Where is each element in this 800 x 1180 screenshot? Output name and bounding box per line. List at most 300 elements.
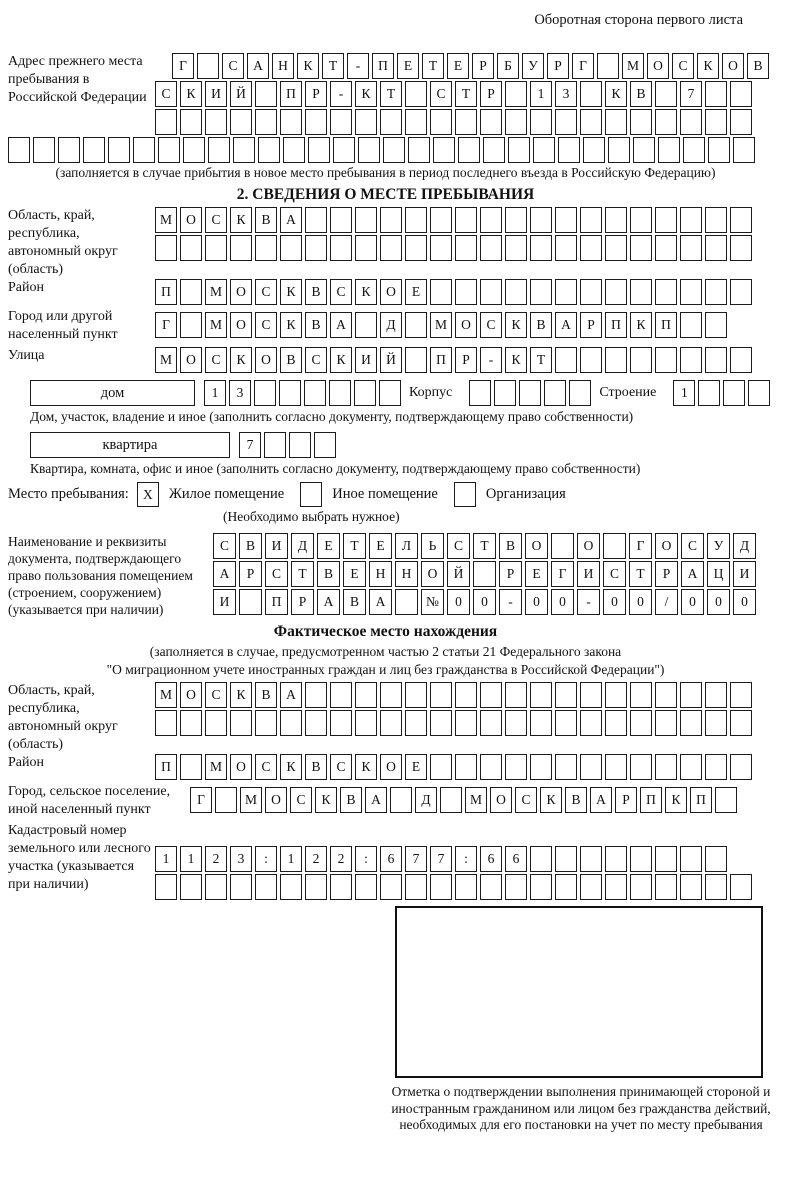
char-box[interactable] [555, 235, 577, 261]
char-box[interactable]: М [465, 787, 487, 813]
char-box[interactable] [280, 109, 302, 135]
char-box[interactable] [680, 874, 702, 900]
char-box[interactable] [583, 137, 605, 163]
char-box[interactable]: В [305, 279, 327, 305]
char-box[interactable] [283, 137, 305, 163]
other-premises-checkbox[interactable] [300, 482, 322, 507]
char-box[interactable] [8, 137, 30, 163]
char-box[interactable]: О [421, 561, 444, 587]
char-box[interactable] [544, 380, 566, 406]
char-box[interactable] [530, 846, 552, 872]
char-box[interactable] [330, 874, 352, 900]
char-box[interactable]: К [630, 312, 652, 338]
char-box[interactable] [569, 380, 591, 406]
char-box[interactable] [580, 846, 602, 872]
char-box[interactable]: П [605, 312, 627, 338]
char-box[interactable] [355, 710, 377, 736]
char-box[interactable] [255, 874, 277, 900]
char-box[interactable] [708, 137, 730, 163]
char-box[interactable]: В [747, 53, 769, 79]
char-box[interactable]: О [180, 682, 202, 708]
char-box[interactable]: Д [291, 533, 314, 559]
char-box[interactable]: 0 [473, 589, 496, 615]
char-box[interactable] [155, 710, 177, 736]
char-box[interactable] [630, 279, 652, 305]
char-box[interactable]: 7 [680, 81, 702, 107]
char-box[interactable] [655, 347, 677, 373]
char-box[interactable]: Й [447, 561, 470, 587]
char-box[interactable] [405, 347, 427, 373]
char-box[interactable]: С [330, 279, 352, 305]
char-box[interactable] [155, 109, 177, 135]
char-box[interactable]: М [430, 312, 452, 338]
char-box[interactable] [683, 137, 705, 163]
char-box[interactable]: К [605, 81, 627, 107]
char-box[interactable]: Р [615, 787, 637, 813]
char-box[interactable] [258, 137, 280, 163]
char-box[interactable] [230, 710, 252, 736]
char-box[interactable] [108, 137, 130, 163]
char-box[interactable] [748, 380, 770, 406]
char-box[interactable]: Г [155, 312, 177, 338]
char-box[interactable]: В [499, 533, 522, 559]
char-box[interactable]: Р [655, 561, 678, 587]
char-box[interactable]: 0 [603, 589, 626, 615]
char-box[interactable] [440, 787, 462, 813]
char-box[interactable] [180, 312, 202, 338]
char-box[interactable]: С [447, 533, 470, 559]
char-box[interactable] [230, 109, 252, 135]
char-box[interactable] [380, 109, 402, 135]
char-box[interactable] [430, 682, 452, 708]
char-box[interactable]: И [733, 561, 756, 587]
char-box[interactable] [505, 207, 527, 233]
char-box[interactable] [658, 137, 680, 163]
char-box[interactable] [530, 109, 552, 135]
char-box[interactable] [705, 109, 727, 135]
char-box[interactable] [180, 874, 202, 900]
char-box[interactable] [405, 207, 427, 233]
char-box[interactable]: И [213, 589, 236, 615]
char-box[interactable]: С [255, 754, 277, 780]
char-box[interactable]: О [230, 754, 252, 780]
char-box[interactable]: А [330, 312, 352, 338]
char-box[interactable]: 6 [380, 846, 402, 872]
char-box[interactable]: О [525, 533, 548, 559]
char-box[interactable]: П [280, 81, 302, 107]
char-box[interactable] [480, 109, 502, 135]
char-box[interactable]: Н [369, 561, 392, 587]
char-box[interactable] [239, 589, 262, 615]
char-box[interactable] [264, 432, 286, 458]
char-box[interactable] [380, 207, 402, 233]
char-box[interactable]: - [480, 347, 502, 373]
char-box[interactable] [680, 279, 702, 305]
char-box[interactable] [355, 207, 377, 233]
char-box[interactable]: А [280, 207, 302, 233]
char-box[interactable]: Е [405, 754, 427, 780]
char-box[interactable] [180, 279, 202, 305]
char-box[interactable] [83, 137, 105, 163]
char-box[interactable]: Е [397, 53, 419, 79]
char-box[interactable] [655, 682, 677, 708]
char-box[interactable]: : [355, 846, 377, 872]
char-box[interactable] [383, 137, 405, 163]
char-box[interactable]: П [430, 347, 452, 373]
char-box[interactable] [330, 109, 352, 135]
char-box[interactable] [455, 235, 477, 261]
char-box[interactable]: / [655, 589, 678, 615]
char-box[interactable]: В [239, 533, 262, 559]
char-box[interactable]: К [540, 787, 562, 813]
char-box[interactable]: Й [230, 81, 252, 107]
char-box[interactable]: Т [322, 53, 344, 79]
char-box[interactable]: М [155, 347, 177, 373]
char-box[interactable]: В [255, 682, 277, 708]
char-box[interactable] [730, 235, 752, 261]
char-box[interactable]: В [280, 347, 302, 373]
char-box[interactable] [597, 53, 619, 79]
char-box[interactable]: М [622, 53, 644, 79]
char-box[interactable] [630, 874, 652, 900]
char-box[interactable] [430, 754, 452, 780]
char-box[interactable] [630, 846, 652, 872]
char-box[interactable] [605, 874, 627, 900]
char-box[interactable]: О [722, 53, 744, 79]
char-box[interactable] [180, 235, 202, 261]
char-box[interactable] [33, 137, 55, 163]
char-box[interactable] [505, 874, 527, 900]
char-box[interactable] [405, 235, 427, 261]
char-box[interactable]: 3 [229, 380, 251, 406]
char-box[interactable]: 3 [230, 846, 252, 872]
char-box[interactable]: Е [369, 533, 392, 559]
char-box[interactable]: 0 [447, 589, 470, 615]
char-box[interactable]: 2 [205, 846, 227, 872]
char-box[interactable] [605, 846, 627, 872]
char-box[interactable]: П [690, 787, 712, 813]
char-box[interactable] [605, 754, 627, 780]
char-box[interactable] [555, 207, 577, 233]
char-box[interactable]: С [330, 754, 352, 780]
char-box[interactable]: С [290, 787, 312, 813]
char-box[interactable]: П [640, 787, 662, 813]
char-box[interactable]: П [655, 312, 677, 338]
char-box[interactable]: Р [480, 81, 502, 107]
char-box[interactable] [405, 710, 427, 736]
char-box[interactable] [680, 207, 702, 233]
char-box[interactable]: С [205, 207, 227, 233]
char-box[interactable]: П [265, 589, 288, 615]
char-box[interactable] [305, 682, 327, 708]
char-box[interactable] [655, 109, 677, 135]
char-box[interactable]: С [480, 312, 502, 338]
char-box[interactable] [180, 754, 202, 780]
char-box[interactable]: К [355, 279, 377, 305]
char-box[interactable] [705, 874, 727, 900]
char-box[interactable]: А [247, 53, 269, 79]
char-box[interactable] [555, 109, 577, 135]
char-box[interactable] [705, 207, 727, 233]
char-box[interactable]: 1 [280, 846, 302, 872]
char-box[interactable] [333, 137, 355, 163]
char-box[interactable]: 0 [681, 589, 704, 615]
char-box[interactable] [480, 682, 502, 708]
char-box[interactable]: К [280, 279, 302, 305]
char-box[interactable]: О [577, 533, 600, 559]
char-box[interactable]: 0 [525, 589, 548, 615]
char-box[interactable] [605, 710, 627, 736]
char-box[interactable] [680, 235, 702, 261]
char-box[interactable]: О [655, 533, 678, 559]
char-box[interactable]: Р [239, 561, 262, 587]
char-box[interactable]: Ц [707, 561, 730, 587]
char-box[interactable]: О [180, 207, 202, 233]
char-box[interactable] [723, 380, 745, 406]
char-box[interactable] [680, 682, 702, 708]
char-box[interactable]: О [380, 279, 402, 305]
char-box[interactable] [730, 81, 752, 107]
char-box[interactable]: 0 [707, 589, 730, 615]
char-box[interactable] [730, 682, 752, 708]
char-box[interactable]: 7 [239, 432, 261, 458]
char-box[interactable] [655, 754, 677, 780]
char-box[interactable]: 1 [530, 81, 552, 107]
char-box[interactable] [555, 874, 577, 900]
char-box[interactable] [205, 710, 227, 736]
char-box[interactable] [480, 207, 502, 233]
char-box[interactable]: - [330, 81, 352, 107]
char-box[interactable] [330, 235, 352, 261]
char-box[interactable]: Т [473, 533, 496, 559]
char-box[interactable] [480, 710, 502, 736]
char-box[interactable] [505, 754, 527, 780]
char-box[interactable]: О [647, 53, 669, 79]
char-box[interactable] [705, 682, 727, 708]
char-box[interactable] [308, 137, 330, 163]
char-box[interactable] [551, 533, 574, 559]
char-box[interactable] [630, 235, 652, 261]
char-box[interactable]: К [230, 207, 252, 233]
char-box[interactable]: 7 [405, 846, 427, 872]
char-box[interactable] [530, 754, 552, 780]
char-box[interactable]: К [665, 787, 687, 813]
char-box[interactable] [580, 682, 602, 708]
char-box[interactable] [605, 682, 627, 708]
char-box[interactable] [405, 109, 427, 135]
char-box[interactable] [233, 137, 255, 163]
char-box[interactable]: И [355, 347, 377, 373]
char-box[interactable]: Т [343, 533, 366, 559]
char-box[interactable] [330, 710, 352, 736]
char-box[interactable] [730, 874, 752, 900]
char-box[interactable] [730, 207, 752, 233]
char-box[interactable] [408, 137, 430, 163]
char-box[interactable] [505, 235, 527, 261]
char-box[interactable] [705, 279, 727, 305]
char-box[interactable] [208, 137, 230, 163]
char-box[interactable] [705, 81, 727, 107]
char-box[interactable] [533, 137, 555, 163]
char-box[interactable] [469, 380, 491, 406]
char-box[interactable] [630, 710, 652, 736]
char-box[interactable] [508, 137, 530, 163]
char-box[interactable] [555, 754, 577, 780]
char-box[interactable] [530, 235, 552, 261]
char-box[interactable] [255, 235, 277, 261]
char-box[interactable] [655, 710, 677, 736]
char-box[interactable] [455, 109, 477, 135]
char-box[interactable] [205, 235, 227, 261]
char-box[interactable]: С [430, 81, 452, 107]
char-box[interactable]: К [697, 53, 719, 79]
char-box[interactable]: К [355, 754, 377, 780]
char-box[interactable] [379, 380, 401, 406]
char-box[interactable] [279, 380, 301, 406]
char-box[interactable]: 6 [480, 846, 502, 872]
char-box[interactable]: Т [380, 81, 402, 107]
char-box[interactable] [605, 347, 627, 373]
char-box[interactable] [405, 312, 427, 338]
char-box[interactable]: С [222, 53, 244, 79]
char-box[interactable] [630, 682, 652, 708]
char-box[interactable]: С [205, 682, 227, 708]
char-box[interactable] [430, 207, 452, 233]
char-box[interactable] [355, 312, 377, 338]
char-box[interactable] [630, 754, 652, 780]
char-box[interactable]: А [681, 561, 704, 587]
char-box[interactable] [455, 754, 477, 780]
char-box[interactable]: О [180, 347, 202, 373]
char-box[interactable]: В [255, 207, 277, 233]
organization-checkbox[interactable] [454, 482, 476, 507]
char-box[interactable] [680, 109, 702, 135]
char-box[interactable] [380, 682, 402, 708]
char-box[interactable]: П [155, 279, 177, 305]
char-box[interactable] [455, 710, 477, 736]
char-box[interactable]: С [515, 787, 537, 813]
char-box[interactable]: 0 [629, 589, 652, 615]
char-box[interactable] [405, 81, 427, 107]
char-box[interactable] [58, 137, 80, 163]
char-box[interactable] [280, 710, 302, 736]
char-box[interactable] [330, 207, 352, 233]
char-box[interactable] [230, 874, 252, 900]
char-box[interactable]: Т [291, 561, 314, 587]
char-box[interactable] [305, 109, 327, 135]
char-box[interactable] [733, 137, 755, 163]
char-box[interactable]: А [280, 682, 302, 708]
char-box[interactable]: № [421, 589, 444, 615]
char-box[interactable]: Т [455, 81, 477, 107]
char-box[interactable] [555, 279, 577, 305]
char-box[interactable]: К [330, 347, 352, 373]
char-box[interactable]: 1 [673, 380, 695, 406]
char-box[interactable]: В [630, 81, 652, 107]
char-box[interactable]: М [205, 754, 227, 780]
char-box[interactable] [355, 235, 377, 261]
char-box[interactable]: О [255, 347, 277, 373]
char-box[interactable]: В [305, 312, 327, 338]
char-box[interactable] [698, 380, 720, 406]
char-box[interactable]: О [265, 787, 287, 813]
char-box[interactable]: О [490, 787, 512, 813]
char-box[interactable] [580, 754, 602, 780]
char-box[interactable] [505, 710, 527, 736]
char-box[interactable]: М [155, 682, 177, 708]
char-box[interactable]: Р [305, 81, 327, 107]
char-box[interactable] [305, 874, 327, 900]
char-box[interactable] [505, 109, 527, 135]
char-box[interactable]: К [280, 754, 302, 780]
char-box[interactable]: 6 [505, 846, 527, 872]
char-box[interactable] [730, 109, 752, 135]
char-box[interactable] [458, 137, 480, 163]
char-box[interactable] [305, 207, 327, 233]
char-box[interactable]: 0 [733, 589, 756, 615]
char-box[interactable] [605, 279, 627, 305]
char-box[interactable] [215, 787, 237, 813]
char-box[interactable]: О [230, 279, 252, 305]
char-box[interactable]: Н [272, 53, 294, 79]
char-box[interactable]: : [255, 846, 277, 872]
char-box[interactable] [580, 81, 602, 107]
char-box[interactable] [430, 235, 452, 261]
char-box[interactable] [633, 137, 655, 163]
char-box[interactable]: У [522, 53, 544, 79]
char-box[interactable] [473, 561, 496, 587]
char-box[interactable] [655, 846, 677, 872]
char-box[interactable] [680, 710, 702, 736]
char-box[interactable]: В [343, 589, 366, 615]
char-box[interactable]: Р [499, 561, 522, 587]
char-box[interactable]: С [205, 347, 227, 373]
char-box[interactable]: Т [530, 347, 552, 373]
char-box[interactable] [505, 682, 527, 708]
char-box[interactable] [330, 682, 352, 708]
char-box[interactable]: Й [380, 347, 402, 373]
char-box[interactable] [480, 279, 502, 305]
char-box[interactable] [480, 235, 502, 261]
char-box[interactable] [455, 207, 477, 233]
char-box[interactable]: В [317, 561, 340, 587]
char-box[interactable] [655, 279, 677, 305]
char-box[interactable]: П [372, 53, 394, 79]
char-box[interactable] [705, 754, 727, 780]
char-box[interactable] [355, 109, 377, 135]
char-box[interactable] [354, 380, 376, 406]
char-box[interactable]: К [180, 81, 202, 107]
char-box[interactable]: С [213, 533, 236, 559]
char-box[interactable] [155, 874, 177, 900]
char-box[interactable] [390, 787, 412, 813]
char-box[interactable] [655, 207, 677, 233]
char-box[interactable]: К [297, 53, 319, 79]
char-box[interactable]: 1 [155, 846, 177, 872]
char-box[interactable]: Б [497, 53, 519, 79]
char-box[interactable] [605, 207, 627, 233]
char-box[interactable]: А [369, 589, 392, 615]
char-box[interactable] [730, 754, 752, 780]
char-box[interactable] [494, 380, 516, 406]
char-box[interactable]: Г [190, 787, 212, 813]
char-box[interactable] [205, 874, 227, 900]
char-box[interactable] [608, 137, 630, 163]
char-box[interactable] [603, 533, 626, 559]
char-box[interactable]: Ь [421, 533, 444, 559]
char-box[interactable] [580, 207, 602, 233]
char-box[interactable] [183, 137, 205, 163]
